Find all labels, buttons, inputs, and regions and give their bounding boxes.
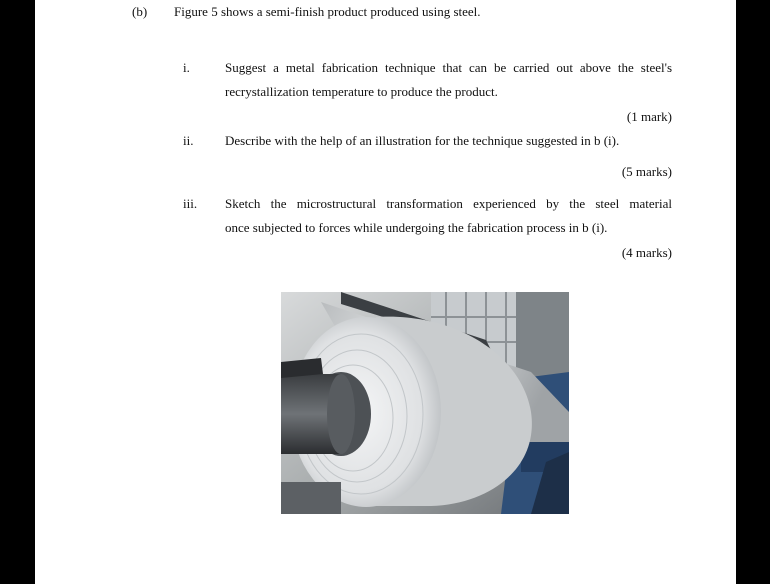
question-number-iii: iii. (183, 196, 198, 211)
question-iii-line2: once subjected to forces while undergoing the fabrication process in b (i). (225, 220, 608, 235)
question-ii-line1: Describe with the help of an illustration for the technique suggested in b (i). (225, 133, 620, 148)
question-iii-line1: Sketch the microstructural transformation experienced by the steel material (225, 196, 672, 211)
question-i-line2: recrystallization temperature to produce the product. (225, 84, 498, 99)
question-iii-marks: (4 marks) (621, 245, 672, 260)
question-i-marks: (1 mark) (626, 109, 672, 124)
figure-steel-coil-image (281, 292, 569, 514)
exam-page (35, 0, 736, 584)
question-number-i: i. (183, 60, 190, 75)
question-ii-marks: (5 marks) (621, 164, 672, 179)
question-number-ii: ii. (183, 133, 194, 148)
section-label: (b) (132, 4, 148, 19)
section-intro: Figure 5 shows a semi-finish product produced using steel. (174, 4, 481, 19)
question-i-line1: Suggest a metal fabrication technique that can be carried out above the steel's (225, 60, 672, 75)
